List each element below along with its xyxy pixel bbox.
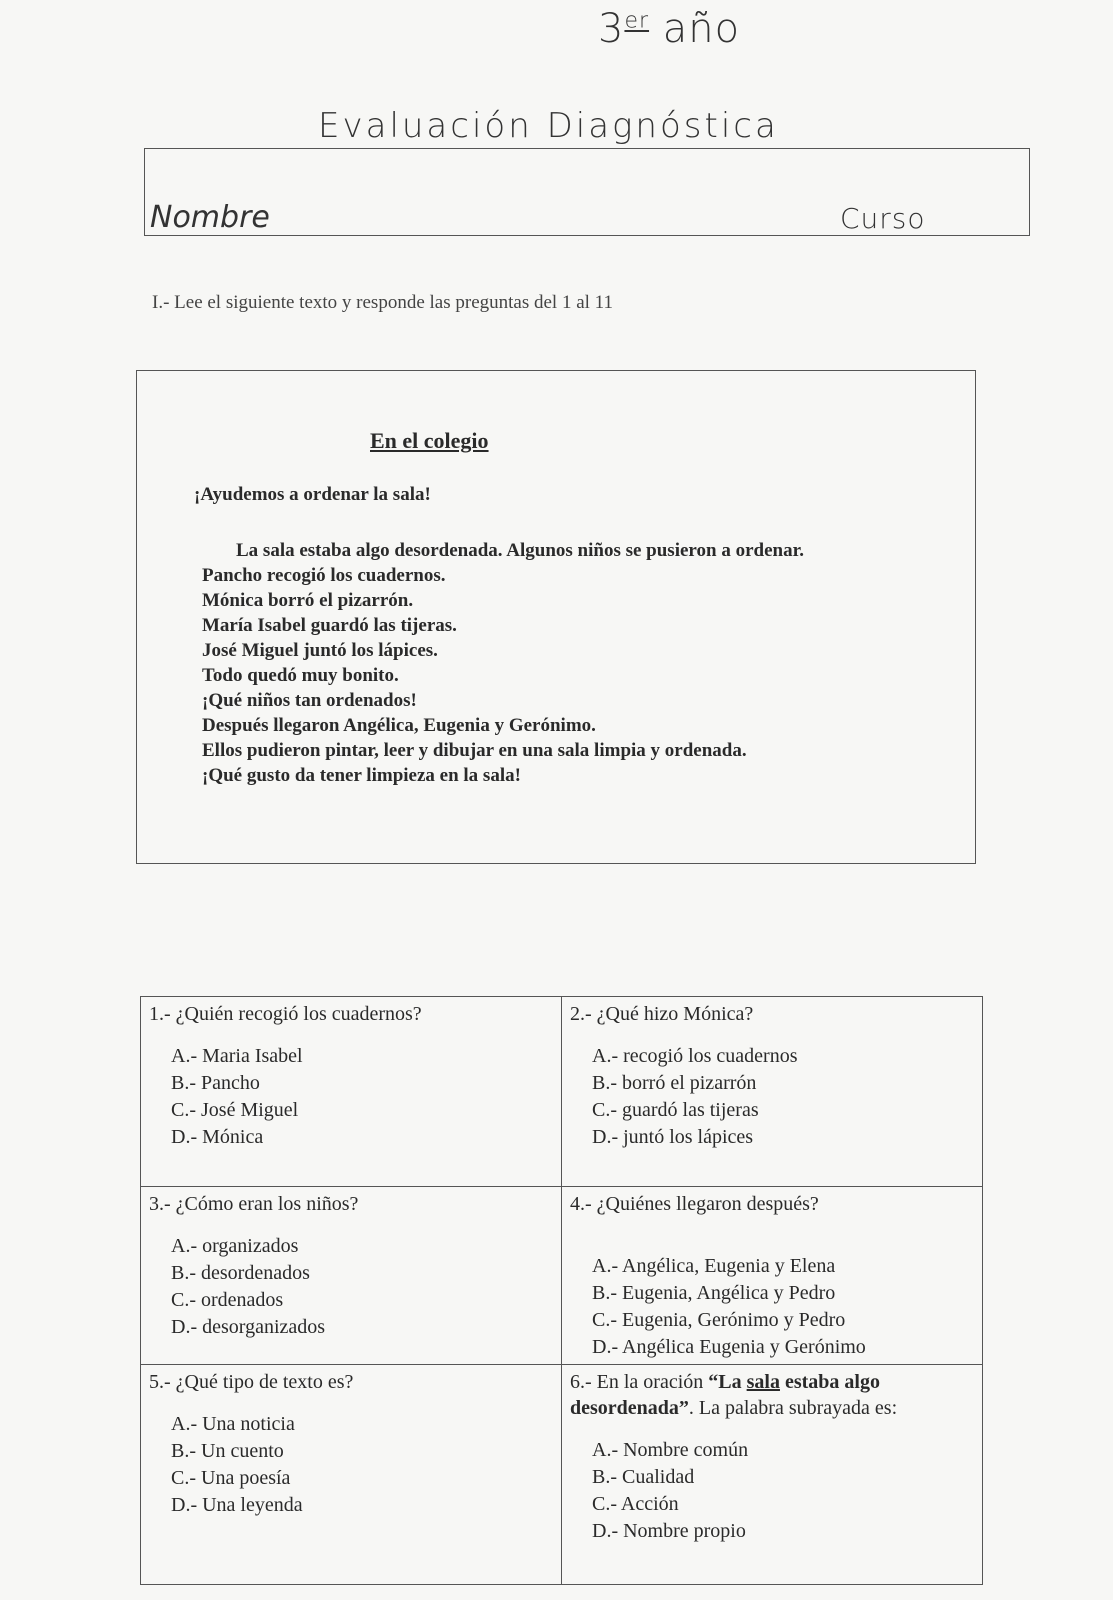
answer-option[interactable]: A.- Maria Isabel <box>171 1045 303 1067</box>
answer-options <box>171 1233 553 1341</box>
story-line: La sala estaba algo desordenada. Algunos niños se pusieron a ordenar. <box>236 540 805 561</box>
story-title: En el colegio <box>370 428 489 453</box>
answer-option[interactable]: C.- guardó las tijeras <box>592 1099 759 1121</box>
answer-option[interactable]: B.- Un cuento <box>171 1440 284 1462</box>
answer-option[interactable]: D.- desorganizados <box>171 1316 326 1338</box>
answer-option[interactable]: C.- José Miguel <box>171 1099 299 1121</box>
answer-option[interactable]: C.- Una poesía <box>171 1467 291 1489</box>
story-line: ¡Qué gusto da tener limpieza en la sala! <box>202 765 521 786</box>
answer-options <box>171 1043 553 1151</box>
answer-options <box>592 1253 974 1361</box>
answer-option[interactable]: A.- organizados <box>171 1235 299 1257</box>
underlined-word: sala <box>746 1371 780 1393</box>
story-line: Todo quedó muy bonito. <box>202 665 399 686</box>
course-label: Curso <box>840 202 926 235</box>
question-text: 3.- ¿Cómo eran los niños? <box>149 1193 359 1215</box>
question-cell <box>562 1365 983 1585</box>
question-text: 2.- ¿Qué hizo Mónica? <box>570 1003 754 1025</box>
answer-option[interactable]: C.- Acción <box>592 1493 679 1515</box>
story-text <box>202 538 962 788</box>
question-cell <box>562 997 983 1187</box>
question-cell <box>141 997 562 1187</box>
question-cell <box>141 1365 562 1585</box>
story-line: Pancho recogió los cuadernos. <box>202 565 446 586</box>
questions-table <box>140 996 983 1585</box>
answer-option[interactable]: D.- juntó los lápices <box>592 1126 754 1148</box>
story-line: José Miguel juntó los lápices. <box>202 640 438 661</box>
answer-option[interactable]: B.- Cualidad <box>592 1466 695 1488</box>
question-text: 4.- ¿Quiénes llegaron después? <box>570 1193 819 1215</box>
question-cell <box>562 1187 983 1365</box>
question-text: 1.- ¿Quién recogió los cuadernos? <box>149 1003 422 1025</box>
answer-option[interactable]: A.- Nombre común <box>592 1439 749 1461</box>
answer-option[interactable]: A.- Angélica, Eugenia y Elena <box>592 1255 836 1277</box>
question-text: 5.- ¿Qué tipo de texto es? <box>149 1371 354 1393</box>
grade-annotation: 3er año <box>598 6 741 52</box>
answer-option[interactable]: B.- borró el pizarrón <box>592 1072 757 1094</box>
name-label: Nombre <box>150 200 270 235</box>
question-text: 6.- En la oración “La sala estaba algo desordenada”. La palabra subrayada es: <box>570 1371 898 1419</box>
answer-option[interactable]: D.- Angélica Eugenia y Gerónimo <box>592 1336 866 1358</box>
answer-options <box>592 1437 974 1545</box>
story-line: ¡Qué niños tan ordenados! <box>202 690 417 711</box>
answer-options <box>171 1411 553 1519</box>
story-line: Ellos pudieron pintar, leer y dibujar en una sala limpia y ordenada. <box>202 740 747 761</box>
story-line: Mónica borró el pizarrón. <box>202 590 414 611</box>
answer-option[interactable]: D.- Mónica <box>171 1126 264 1148</box>
answer-option[interactable]: C.- ordenados <box>171 1289 284 1311</box>
answer-option[interactable]: D.- Una leyenda <box>171 1494 303 1516</box>
story-line: María Isabel guardó las tijeras. <box>202 615 457 636</box>
instruction-text: I.- Lee el siguiente texto y responde las preguntas del 1 al 11 <box>152 292 613 313</box>
answer-option[interactable]: B.- Pancho <box>171 1072 260 1094</box>
answer-option[interactable]: B.- desordenados <box>171 1262 310 1284</box>
answer-option[interactable]: A.- Una noticia <box>171 1413 295 1435</box>
answer-options <box>592 1043 974 1151</box>
answer-option[interactable]: A.- recogió los cuadernos <box>592 1045 798 1067</box>
answer-option[interactable]: C.- Eugenia, Gerónimo y Pedro <box>592 1309 846 1331</box>
question-cell <box>141 1187 562 1365</box>
story-subtitle: ¡Ayudemos a ordenar la sala! <box>194 484 431 505</box>
answer-option[interactable]: B.- Eugenia, Angélica y Pedro <box>592 1282 836 1304</box>
story-line: Después llegaron Angélica, Eugenia y Gerónimo. <box>202 715 596 736</box>
page-title: Evaluación Diagnóstica <box>318 106 779 146</box>
answer-option[interactable]: D.- Nombre propio <box>592 1520 746 1542</box>
